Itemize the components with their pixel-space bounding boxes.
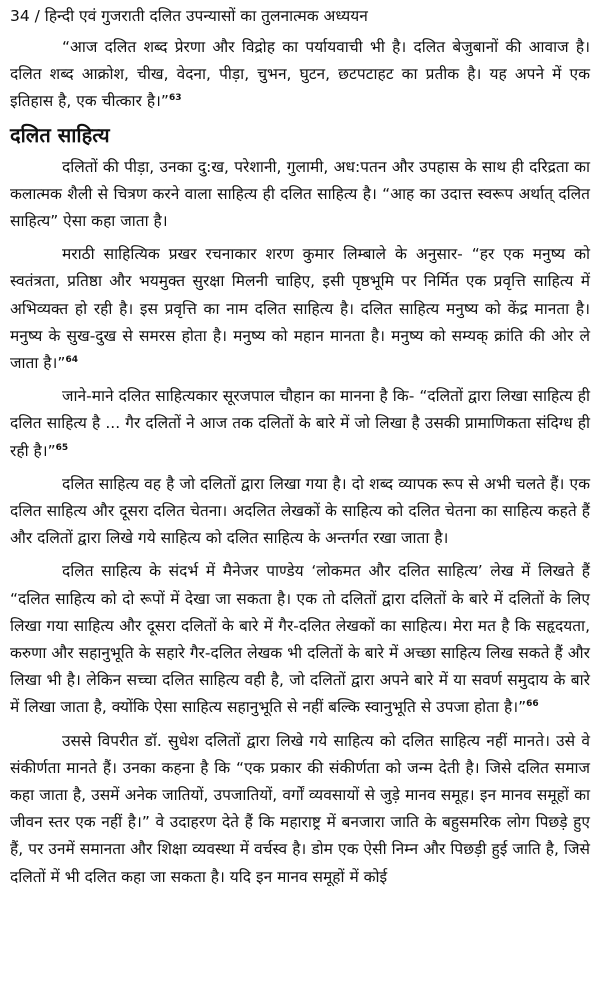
paragraph-text: दलित साहित्य के संदर्भ में मैनेजर पाण्डेय ‘लोकमत और दलित साहित्य’ लेख में लिखते हैं “दलित साहित्य को दो रूपों में देखा जा सकता है। एक तो दलितों द्वारा दलितों के बारे में दलितों के लिए लिखा गया साहित्य और दूसरा दलितों के बारे में गैर-दलित लेखकों का साहित्य। मेरा मत है कि सहृदयता, करुणा और सहानुभूति के सहारे गैर-दलित लेखक भी दलितों के बारे में अच्छा साहित्य लिख सकते हैं और लिखा भी है। लेकिन सच्चा दलित साहित्य वही है, जो दलितों द्वारा अपने बारे में या सवर्ण समुदाय के बारे में लिखा जाता है, क्योंकि ऐसा साहित्य सहानुभूति से नहीं बल्कि स्वानुभूति से उपजा होता है।” — [10, 562, 590, 717]
footnote-ref: 64 — [65, 354, 78, 365]
footnote-ref: 63 — [168, 93, 182, 104]
section-heading: दलित साहित्य — [10, 122, 110, 147]
section-paragraph — [10, 383, 590, 465]
section-paragraph — [10, 558, 590, 721]
section-paragraph — [10, 154, 590, 236]
footnote-ref: 66 — [526, 699, 539, 710]
paragraph-text: मराठी साहित्यिक प्रखर रचनाकार शरण कुमार लिम्बाले के अनुसार- “हर एक मनुष्य को स्वतंत्रता, प्रतिष्ठा और भयमुक्त सुरक्षा मिलनी चाहिए, इसी पृष्ठभूमि पर निर्मित एक प्रवृत्ति साहित्य में अभिव्यक्त हो रही है। इस प्रवृत्ति का नाम दलित साहित्य है। दलित साहित्य मनुष्य को केंद्र मानता है। मनुष्य के सुख-दुख से समरस होता है। मनुष्य को महान मानता है। मनुष्य को सम्यक् क्रांति की ओर ले जाता है।” — [10, 245, 590, 373]
paragraph-text: जाने-माने दलित साहित्यकार सूरजपाल चौहान का मानना है कि- “दलितों द्वारा लिखा साहित्य ही दलित साहित्य है ... गैर दलितों ने आज तक दलितों के बारे में जो लिखा है उसकी प्रामाणिकता संदिग्ध ही रही है।” — [10, 387, 590, 460]
paragraph-text: दलितों की पीड़ा, उनका दु:ख, परेशानी, गुलामी, अध:पतन और उपहास के साथ ही दरिद्रता का कलात्मक शैली से चित्रण करने वाला साहित्य ही दलित साहित्य है। “आह का उदात्त स्वरूप अर्थात् दलित साहित्य” ऐसा कहा जाता है। — [10, 157, 590, 231]
opening-quote-paragraph — [10, 34, 590, 116]
paragraph-text: उससे विपरीत डॉ. सुधेश दलितों द्वारा लिखे गये साहित्य को दलित साहित्य नहीं मानते। उसे वे संकीर्णता मानते हैं। उनका कहना है कि “एक प्रकार की संकीर्णता को जन्म देती है। जिसे दलित समाज कहा जाता है, उसमें अनेक जातियों, उपजातियों, वर्गों व्यवसायों से जुड़े मानव समूह। इन मानव समूहों का जीवन स्तर एक नहीं है।” वे उदाहरण देते हैं कि महाराष्ट्र में बनजारा जाति के बहुसमरिक लोग पिछड़े हुए हैं, पर उनमें समानता और शिक्षा व्यवस्था में वर्चस्व है। डोम एक ऐसी निम्न और पिछड़ी हुई जाति है, जिसे दलितों में भी दलित कहा जा सकता है। यदि इन मानव समूहों में कोई — [10, 731, 590, 886]
paragraph-text: “आज दलित शब्द प्रेरणा और विद्रोह का पर्यायवाची भी है। दलित बेजुबानों की आवाज है। दलित शब्द आक्रोश, चीख, वेदना, पीड़ा, चुभन, घुटन, छटपटाहट का प्रतीक है। यह अपने में एक इतिहास है, एक चीत्कार है।” — [10, 38, 590, 111]
footnote-ref: 65 — [55, 442, 69, 453]
running-header: 34 / हिन्दी एवं गुजराती दलित उपन्यासों का तुलनात्मक अध्ययन — [10, 7, 368, 25]
section-paragraph — [10, 471, 590, 553]
section-paragraph — [10, 241, 590, 377]
section-paragraph — [10, 728, 590, 891]
paragraph-text: दलित साहित्य वह है जो दलितों द्वारा लिखा गया है। दो शब्द व्यापक रूप से अभी चलते हैं। एक दलित साहित्य और दूसरा दलित चेतना। अदलित लेखकों के साहित्य को दलित चेतना का साहित्य कहते हैं और दलितों द्वारा लिखे गये साहित्य को दलित साहित्य के अन्तर्गत रखा जाता है। — [10, 474, 590, 548]
